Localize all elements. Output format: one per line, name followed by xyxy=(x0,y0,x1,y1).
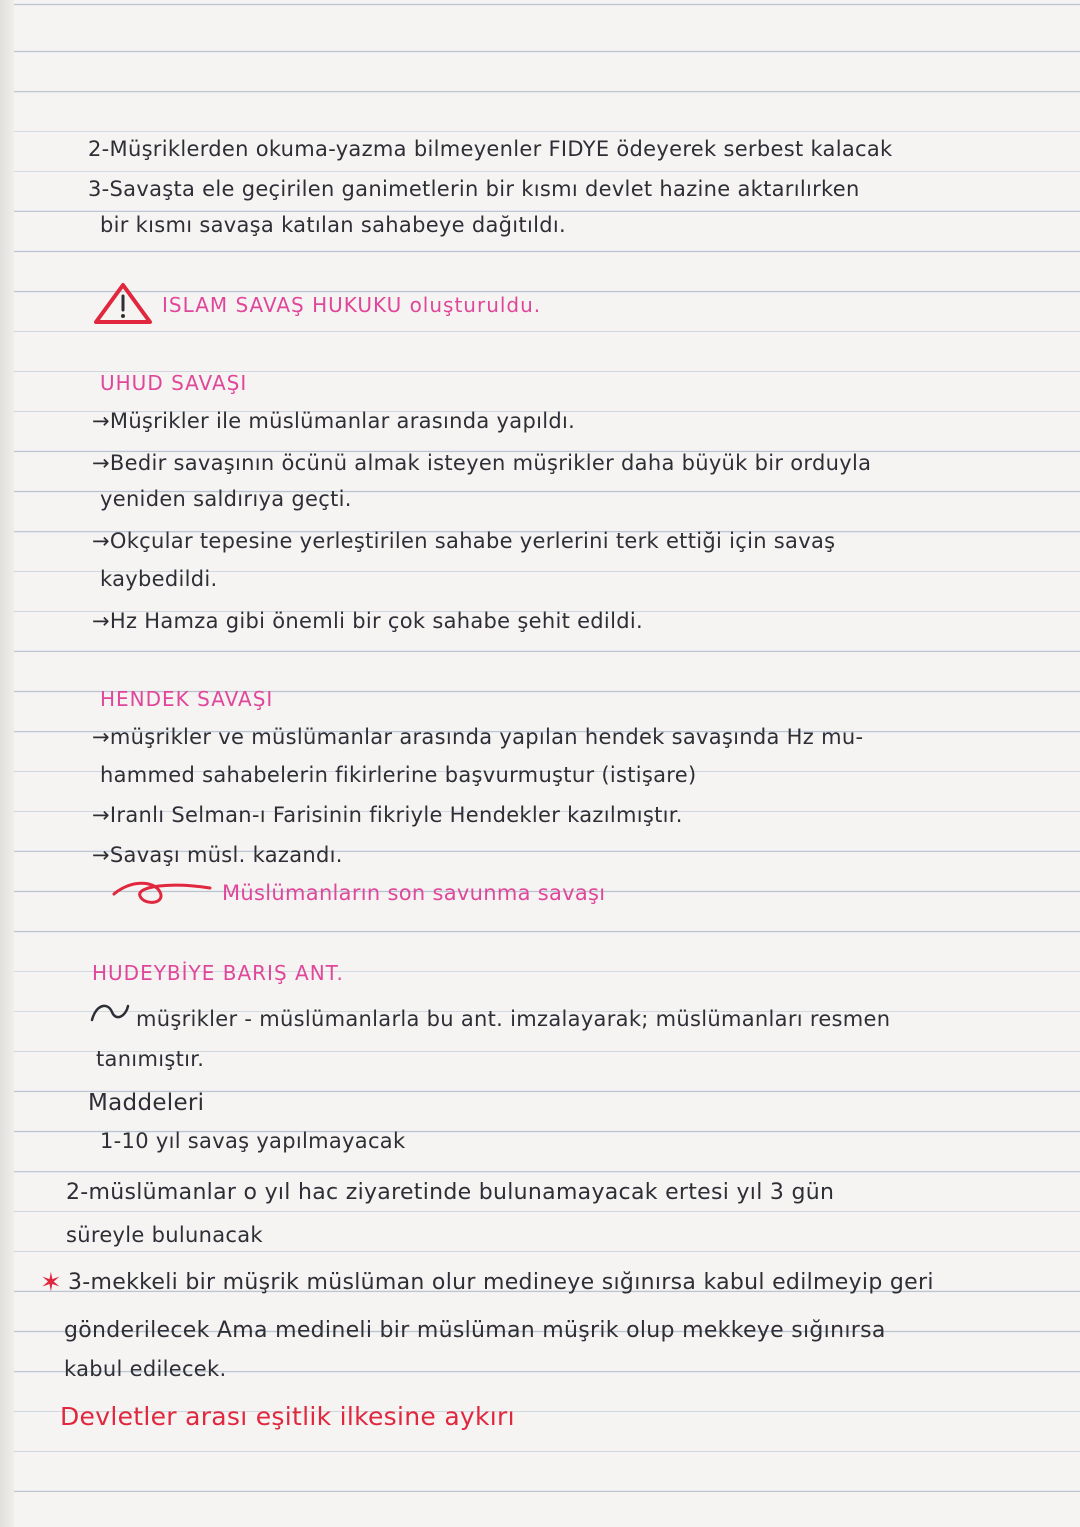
note-line: →Hz Hamza gibi önemli bir çok sahabe şehit edildi. xyxy=(92,609,643,633)
note-line: bir kısmı savaşa katılan sahabeye dağıtıldı. xyxy=(100,213,566,237)
note-line: 3-Savaşta ele geçirilen ganimetlerin bir kısmı devlet hazine aktarılırken xyxy=(88,177,860,201)
note-line: kaybedildi. xyxy=(100,567,218,591)
note-line: →Savaşı müsl. kazandı. xyxy=(92,843,343,867)
page-margin xyxy=(0,0,14,1527)
loop-scribble-icon xyxy=(110,876,220,910)
note-line: süreyle bulunacak xyxy=(66,1223,263,1247)
note-line: →Okçular tepesine yerleştirilen sahabe yerlerini terk ettiği için savaş xyxy=(92,529,836,553)
article-item: 1-10 yıl savaş yapılmayacak xyxy=(100,1129,406,1153)
heading-hudeybiye: HUDEYBİYE BARIŞ ANT. xyxy=(92,961,344,985)
heading-uhud: UHUD SAVAŞI xyxy=(100,371,248,395)
note-line: gönderilecek Ama medineli bir müslüman müşrik olup mekkeye sığınırsa xyxy=(64,1318,886,1343)
article-item: 2-müslümanlar o yıl hac ziyaretinde bulunamayacak ertesi yıl 3 gün xyxy=(66,1180,835,1205)
article-item: 3-mekkeli bir müşrik müslüman olur medineye sığınırsa kabul edilmeyip geri xyxy=(68,1270,934,1295)
note-line: kabul edilecek. xyxy=(64,1357,227,1381)
note-line: →müşrikler ve müslümanlar arasında yapılan hendek savaşında Hz mu- xyxy=(92,725,864,749)
note-line: müşrikler - müslümanlarla bu ant. imzalayarak; müslümanları resmen xyxy=(136,1007,891,1031)
note-line: yeniden saldırıya geçti. xyxy=(100,487,352,511)
note-line: tanımıştır. xyxy=(96,1047,205,1071)
note-line: 2-Müşriklerden okuma-yazma bilmeyenler FIDYE ödeyerek serbest kalacak xyxy=(88,137,893,161)
note-line: →Bedir savaşının öcünü almak isteyen müşrikler daha büyük bir orduyla xyxy=(92,451,872,475)
last-defense-note: Müslümanların son savunma savaşı xyxy=(222,881,606,905)
note-line: →Iranlı Selman-ı Farisinin fikriyle Hendekler kazılmıştır. xyxy=(92,803,683,827)
star-icon: ✶ xyxy=(40,1268,63,1298)
scribble-icon xyxy=(86,998,132,1028)
subheading-maddeleri: Maddeleri xyxy=(88,1090,205,1116)
islam-war-law-note: ISLAM SAVAŞ HUKUKU oluşturuldu. xyxy=(162,293,542,317)
equality-violation-note: Devletler arası eşitlik ilkesine aykırı xyxy=(60,1402,515,1431)
heading-hendek: HENDEK SAVAŞI xyxy=(100,687,274,711)
warning-triangle-icon xyxy=(92,282,154,326)
note-line: hammed sahabelerin fikirlerine başvurmuştur (istişare) xyxy=(100,763,697,787)
note-line: →Müşrikler ile müslümanlar arasında yapıldı. xyxy=(92,409,576,433)
